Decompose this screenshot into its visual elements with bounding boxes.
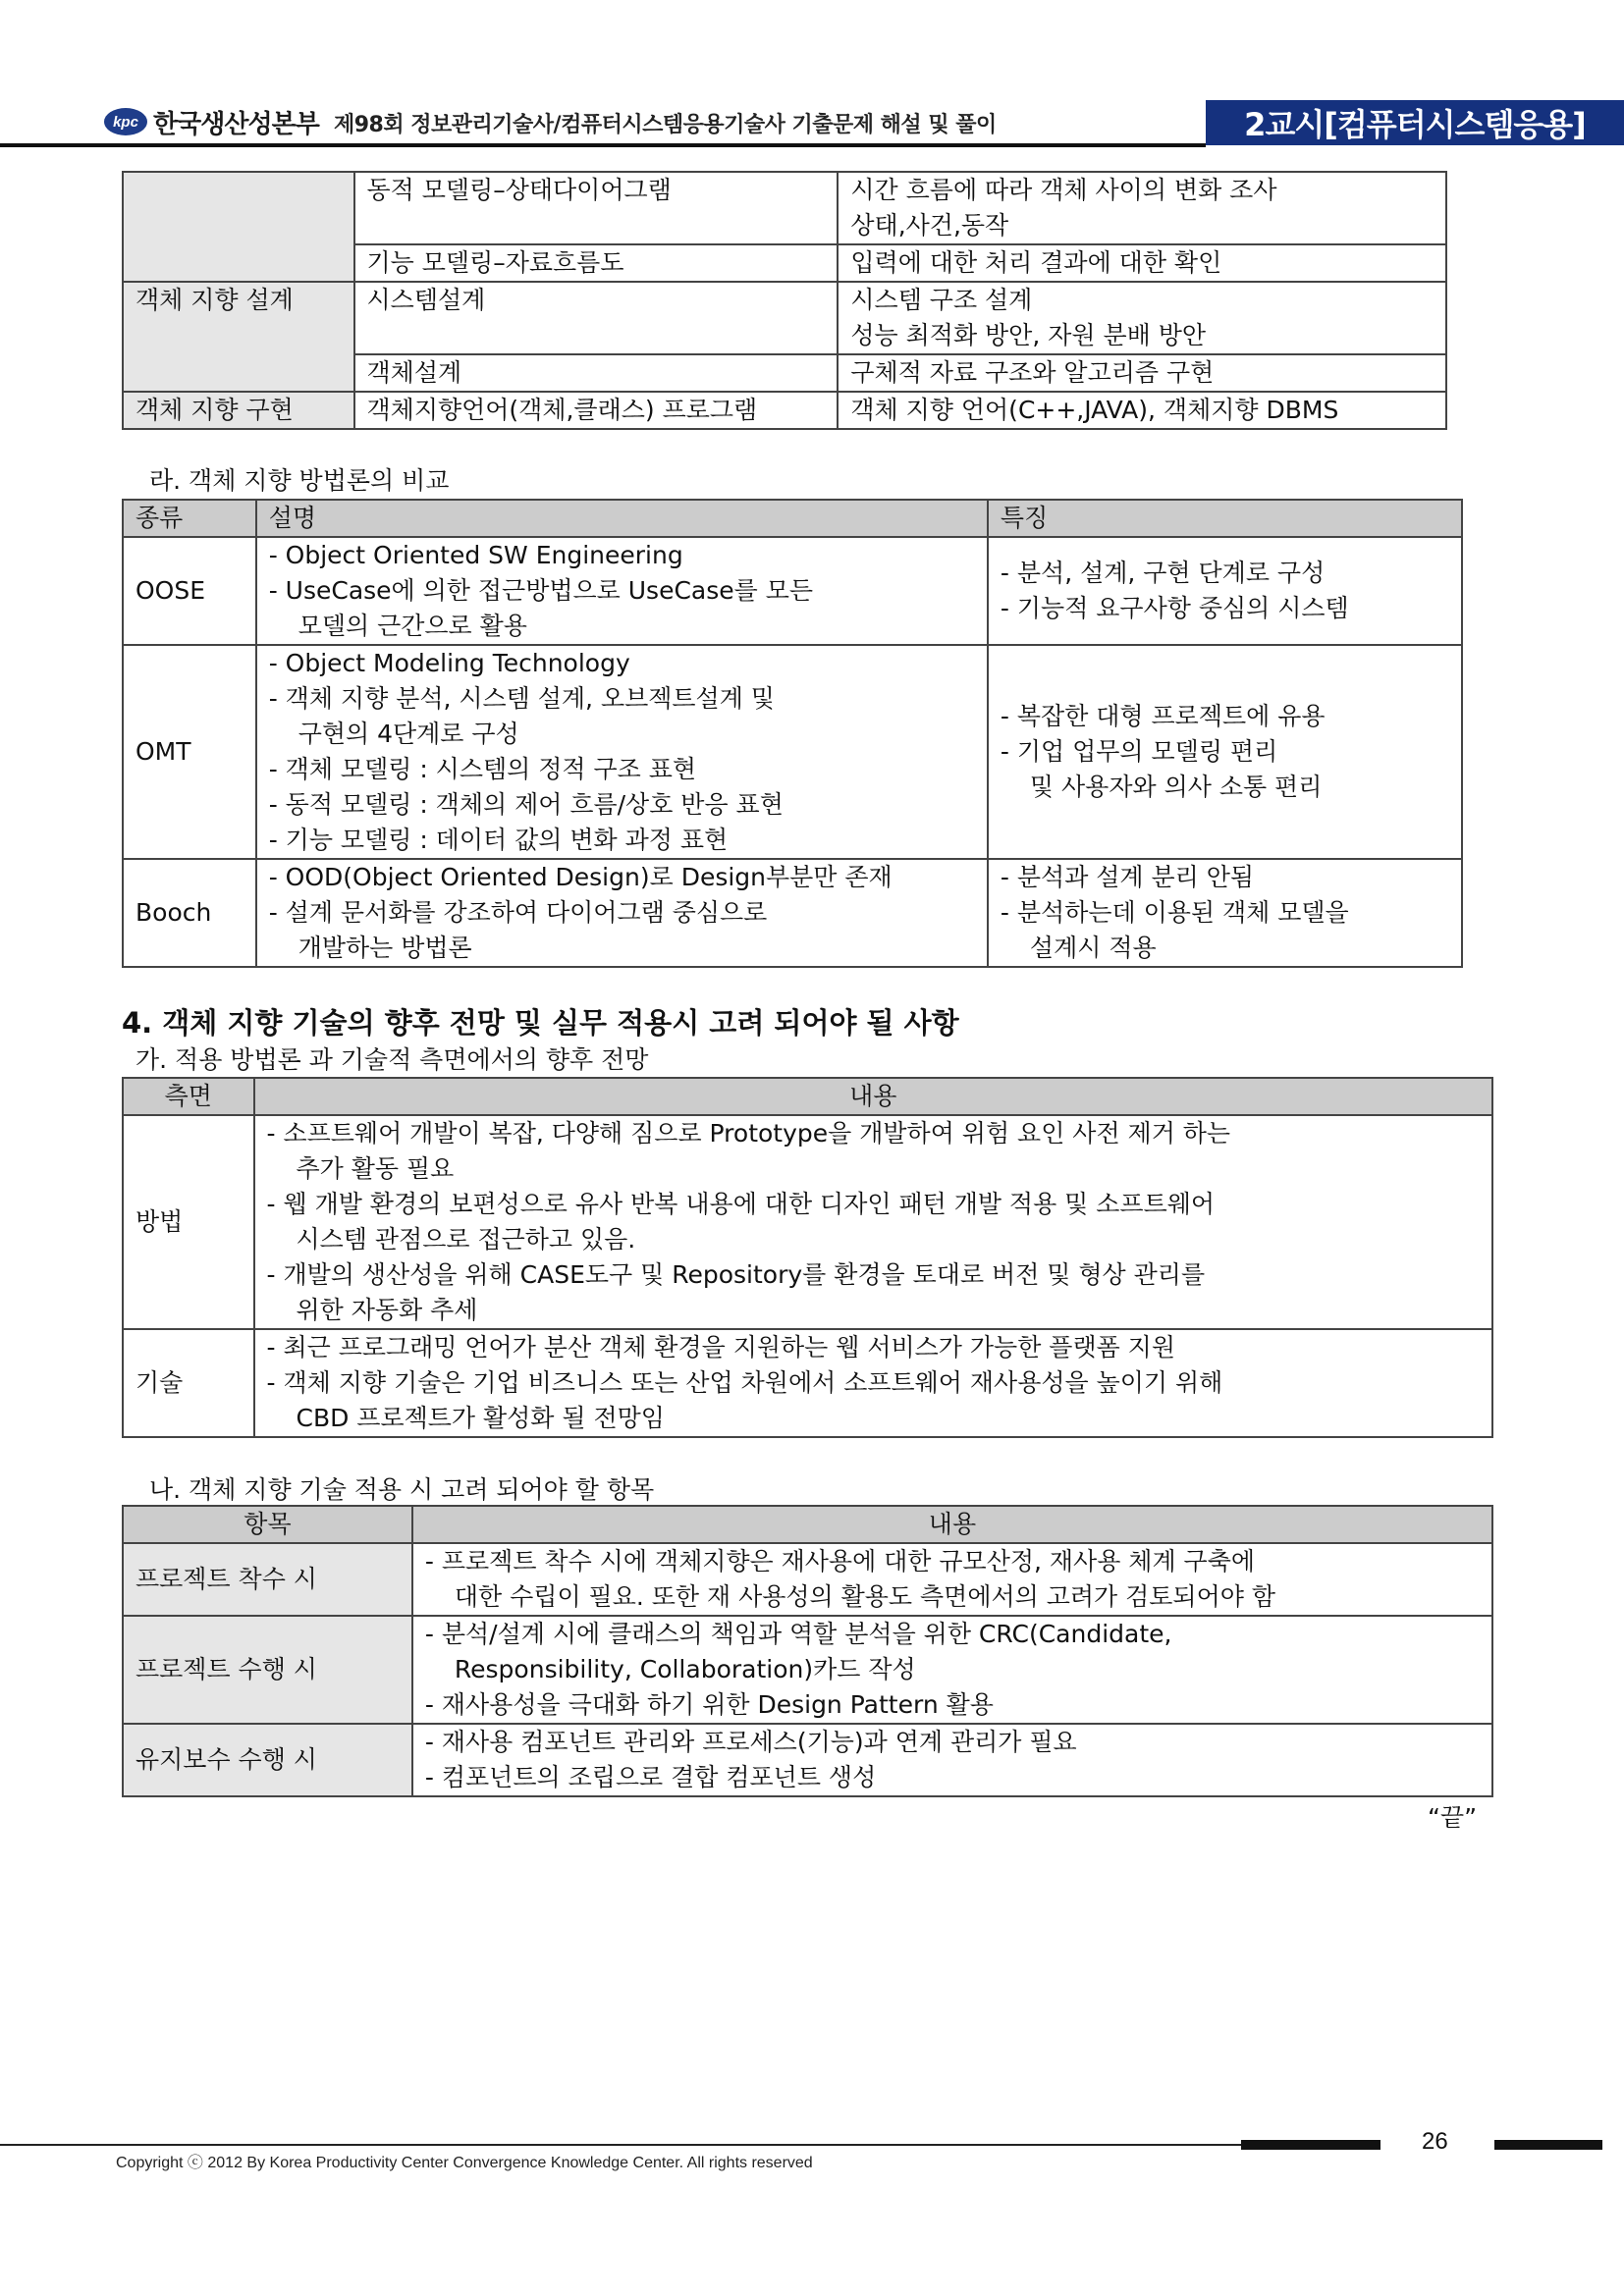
cell-line: - UseCase에 의한 접근방법으로 UseCase를 모든: [268, 576, 814, 605]
cell-line: - 객체 지향 분석, 시스템 설계, 오브젝트설계 및: [268, 684, 775, 713]
cell-line: - 소프트웨어 개발이 복잡, 다양해 짐으로 Prototype을 개발하여 위험 요인 사전 제거 하는: [266, 1119, 1231, 1148]
table-row: [123, 537, 1462, 645]
cell-line: Responsibility, Collaboration)카드 작성: [454, 1655, 916, 1683]
table-cell: [256, 537, 988, 645]
cell-line: - 기업 업무의 모델링 편리: [1000, 737, 1278, 766]
table-row: [123, 282, 1446, 354]
table-header: 설명: [256, 500, 988, 537]
cell-line: - 동적 모델링 : 객체의 제어 흐름/상호 반응 표현: [268, 790, 784, 819]
footer-bar: [1494, 2140, 1602, 2150]
table-cell: 객체설계: [354, 354, 839, 392]
table-cell: 객체 지향 구현: [123, 392, 354, 429]
table-row: [123, 1543, 1492, 1616]
table-header: 내용: [254, 1078, 1493, 1115]
cell-line: 시스템 관점으로 접근하고 있음.: [296, 1225, 636, 1254]
cell-line: CBD 프로젝트가 활성화 될 전망임: [296, 1404, 665, 1432]
table-cell: [412, 1724, 1492, 1796]
table-row: [123, 172, 1446, 244]
header-title: 제98회 정보관리기술사/컴퓨터시스템응용기술사 기출문제 해설 및 풀이: [334, 113, 997, 137]
kpc-logo: [104, 104, 319, 139]
cell-line: - Object Oriented SW Engineering: [268, 541, 683, 569]
header-rule: [0, 143, 1206, 147]
cell-line: 추가 활동 필요: [296, 1154, 455, 1183]
cell-line: - Object Modeling Technology: [268, 649, 630, 677]
table-cell: [412, 1543, 1492, 1616]
methodology-comparison-table: [122, 499, 1463, 968]
table-row: [123, 1329, 1492, 1437]
cell-line: - 웹 개발 환경의 보편성으로 유사 반복 내용에 대한 디자인 패턴 개발 적용 및 소프트웨어: [266, 1190, 1216, 1218]
cell-line: 상태,사건,동작: [850, 211, 1009, 240]
table-row: [123, 392, 1446, 429]
cell-line: - 프로젝트 착수 시에 객체지향은 재사용에 대한 규모산정, 재사용 체계 구축에: [424, 1547, 1255, 1575]
table-cell: [256, 645, 988, 859]
cell-line: - 복잡한 대형 프로젝트에 유용: [1000, 702, 1326, 730]
table-header-row: [123, 1078, 1492, 1115]
method-name: Booch: [123, 859, 256, 967]
cell-line: - 분석하는데 이용된 객체 모델을: [1000, 898, 1349, 927]
table-row: [123, 1115, 1492, 1329]
table-cell: [123, 172, 354, 282]
table-row: [123, 1616, 1492, 1724]
table-header: 측면: [123, 1078, 254, 1115]
cell-line: - 최근 프로그래밍 언어가 분산 객체 환경을 지원하는 웹 서비스가 가능한 플랫폼 지원: [266, 1333, 1175, 1362]
footer-bar: [1241, 2140, 1380, 2150]
table-cell: [988, 645, 1462, 859]
table-cell: 객체 지향 설계: [123, 282, 354, 392]
cell-line: - 기능 모델링 : 데이터 값의 변화 과정 표현: [268, 826, 729, 854]
method-name: OMT: [123, 645, 256, 859]
table-cell: 객체 지향 언어(C++,JAVA), 객체지향 DBMS: [838, 392, 1446, 429]
page-number: 26: [1422, 2128, 1448, 2155]
end-mark: “끝”: [1428, 1803, 1478, 1832]
section-heading-4: 4. 객체 지향 기술의 향후 전망 및 실무 적용시 고려 되어야 될 사항: [122, 1006, 959, 1040]
cell-line: 시간 흐름에 따라 객체 사이의 변화 조사: [850, 176, 1277, 204]
table-cell: [988, 537, 1462, 645]
cell-line: 모델의 근간으로 활용: [298, 612, 527, 640]
table-cell: 입력에 대한 처리 결과에 대한 확인: [838, 244, 1446, 282]
subsection-heading-na: 나. 객체 지향 기술 적용 시 고려 되어야 할 항목: [149, 1475, 655, 1504]
item-name: 프로젝트 수행 시: [123, 1616, 412, 1724]
cell-line: - 분석/설계 시에 클래스의 책임과 역할 분석을 위한 CRC(Candidate,: [424, 1620, 1172, 1648]
copyright: Copyright ⓒ 2012 By Korea Productivity Center Convergence Knowledge Center. All rights reserved: [116, 2155, 813, 2171]
considerations-table: [122, 1505, 1493, 1797]
session-badge: 2교시[컴퓨터시스템응용]: [1206, 100, 1624, 145]
cell-line: 대한 수립이 필요. 또한 재 사용성의 활용도 측면에서의 고려가 검토되어야 함: [454, 1582, 1275, 1611]
table-header: 항목: [123, 1506, 412, 1543]
cell-line: 구현의 4단계로 구성: [298, 720, 519, 748]
cell-line: 개발하는 방법론: [298, 934, 472, 962]
logo-text: 한국생산성본부: [153, 109, 319, 139]
table-cell: [256, 859, 988, 967]
item-name: 프로젝트 착수 시: [123, 1543, 412, 1616]
cell-line: - 객체 모델링 : 시스템의 정적 구조 표현: [268, 755, 697, 783]
table-cell: 객체지향언어(객체,클래스) 프로그램: [354, 392, 839, 429]
table-cell: [254, 1329, 1493, 1437]
cell-line: 설계시 적용: [1029, 934, 1157, 962]
page-header: [0, 96, 1624, 147]
cell-line: - 기능적 요구사항 중심의 시스템: [1000, 594, 1349, 622]
cell-line: - 객체 지향 기술은 기업 비즈니스 또는 산업 차원에서 소프트웨어 재사용성을 높이기 위해: [266, 1368, 1223, 1397]
table-cell: 시스템설계: [354, 282, 839, 354]
table-row: [123, 859, 1462, 967]
table-cell: 동적 모델링–상태다이어그램: [354, 172, 839, 244]
table-row: [123, 645, 1462, 859]
table-cell: [412, 1616, 1492, 1724]
footer-rule: [0, 2144, 1241, 2146]
table-cell: 기능 모델링–자료흐름도: [354, 244, 839, 282]
cell-line: - 컴포넌트의 조립으로 결합 컴포넌트 생성: [424, 1763, 877, 1791]
table-header: 특징: [988, 500, 1462, 537]
table-header-row: [123, 1506, 1492, 1543]
item-name: 유지보수 수행 시: [123, 1724, 412, 1796]
method-name: OOSE: [123, 537, 256, 645]
aspect-name: 기술: [123, 1329, 254, 1437]
subsection-heading-la: 라. 객체 지향 방법론의 비교: [149, 466, 450, 495]
cell-line: - 재사용 컴포넌트 관리와 프로세스(기능)과 연계 관리가 필요: [424, 1728, 1077, 1756]
cell-line: 성능 최적화 방안, 자원 분배 방안: [850, 321, 1207, 349]
outlook-table: [122, 1077, 1493, 1438]
cell-line: - 분석과 설계 분리 안됨: [1000, 863, 1255, 891]
table-cell: [988, 859, 1462, 967]
cell-line: - 개발의 생산성을 위해 CASE도구 및 Repository를 환경을 토대로 버전 및 형상 관리를: [266, 1260, 1206, 1289]
subsection-heading-ga: 가. 적용 방법론 과 기술적 측면에서의 향후 전망: [135, 1045, 649, 1074]
table-cell: 구체적 자료 구조와 알고리즘 구현: [838, 354, 1446, 392]
cell-line: - 설계 문서화를 강조하여 다이어그램 중심으로: [268, 898, 768, 927]
cell-line: 시스템 구조 설계: [850, 286, 1033, 314]
table-cell: [838, 282, 1446, 354]
table-header: 종류: [123, 500, 256, 537]
table-cell: [838, 172, 1446, 244]
ood-phase-table: [122, 171, 1447, 430]
table-header: 내용: [412, 1506, 1492, 1543]
kpc-logo-icon: kpc: [104, 108, 147, 135]
cell-line: 및 사용자와 의사 소통 편리: [1029, 773, 1323, 801]
table-row: [123, 1724, 1492, 1796]
cell-line: - 분석, 설계, 구현 단계로 구성: [1000, 559, 1326, 587]
cell-line: 위한 자동화 추세: [296, 1296, 478, 1324]
cell-line: - 재사용성을 극대화 하기 위한 Design Pattern 활용: [424, 1690, 994, 1719]
table-cell: [254, 1115, 1493, 1329]
table-header-row: [123, 500, 1462, 537]
cell-line: - OOD(Object Oriented Design)로 Design부분만 존재: [268, 863, 893, 891]
aspect-name: 방법: [123, 1115, 254, 1329]
